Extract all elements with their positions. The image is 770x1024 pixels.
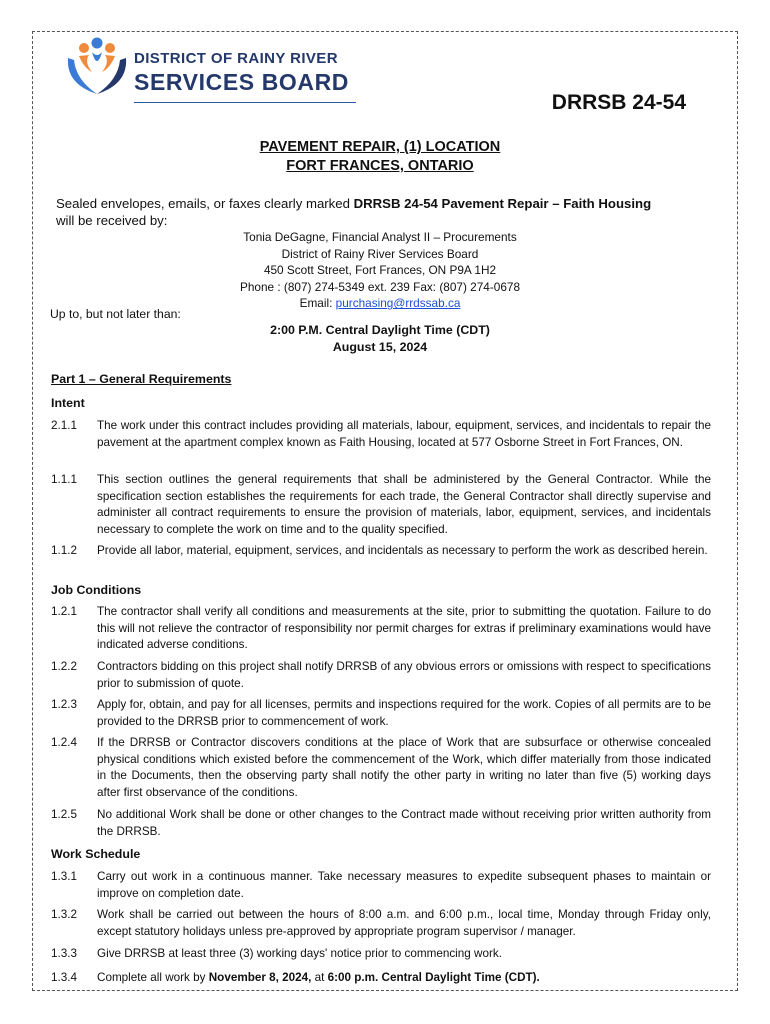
- clause-number: 1.2.4: [51, 736, 77, 749]
- clause-1-2-1: [51, 604, 711, 654]
- clause-text: This section outlines the general requirements that shall be administered by the General Contractor. While the specification section establishes the requirements for each trade, the General Contractor shall directly supervise and administer all contract requirements to ensure the provision of materials, labor, equipment, services, and incidentals necessary to complete the work on time and to the quality specified.: [97, 473, 711, 536]
- contact-organization: District of Rainy River Services Board: [281, 246, 479, 261]
- clause-text: Provide all labor, material, equipment, services, and incidentals as necessary to perform the work as described herein.: [97, 544, 708, 557]
- contact-email-row: [120, 295, 640, 312]
- part1-heading: Part 1 – General Requirements: [51, 372, 232, 386]
- contact-block: [120, 229, 640, 312]
- clause-number: 1.2.2: [51, 660, 77, 673]
- clause-number: 1.3.2: [51, 908, 77, 921]
- intro-bold-reference: DRRSB 24-54 Pavement Repair – Faith Housing: [353, 196, 652, 211]
- clause-1-2-3: [51, 697, 711, 730]
- contact-phone-fax: Phone : (807) 274-5349 ext. 239 Fax: (807) 274-0678: [239, 279, 521, 294]
- job-conditions-heading: Job Conditions: [51, 583, 142, 597]
- clause-text: If the DRRSB or Contractor discovers conditions at the place of Work that are subsurface or otherwise concealed physical conditions which existed before the commencement of the Work, which differ materially from those indicated in the Documents, then the observing party shall notify the other party in writing no later than five (5) working days after first observance of the conditions.: [97, 736, 711, 799]
- title-line-1: PAVEMENT REPAIR, (1) LOCATION: [259, 139, 501, 155]
- deadline-time: 2:00 P.M. Central Daylight Time (CDT): [270, 323, 490, 337]
- contact-address: 450 Scott Street, Fort Frances, ON P9A 1H2: [263, 263, 497, 278]
- clause-text: No additional Work shall be done or other changes to the Contract made without receiving prior written authority from the DRRSB.: [97, 808, 711, 838]
- email-link[interactable]: purchasing@rrdssab.ca: [335, 296, 461, 311]
- logo-text-line2: SERVICES BOARD: [134, 69, 350, 95]
- clause-1-2-4: [51, 735, 711, 801]
- clause-text: Work shall be carried out between the hours of 8:00 a.m. and 6:00 p.m., local time, Monday through Friday only, except statutory holidays unless pre-approved by appropriate program supervisor / manager.: [97, 908, 711, 938]
- clause-text: Carry out work in a continuous manner. Take necessary measures to expedite subsequent phases to maintain or improve on completion date.: [97, 870, 711, 900]
- clause-text: Apply for, obtain, and pay for all licenses, permits and inspections required for the work. Copies of all permits are to be provided to the DRRSB prior to commencement of work.: [97, 698, 711, 728]
- logo-text-line1: DISTRICT OF RAINY RIVER: [134, 50, 338, 67]
- clause-1-3-2: [51, 907, 711, 940]
- clause-number: 1.2.1: [51, 605, 77, 618]
- document-number: DRRSB 24-54: [551, 91, 686, 114]
- logo-divider: [134, 102, 356, 103]
- clause-number: 1.1.2: [51, 544, 77, 557]
- clause-1-3-1: [51, 869, 711, 902]
- clause-text-mid: at: [311, 971, 328, 984]
- clause-1-1-2: [51, 543, 711, 560]
- clause-number: 1.2.3: [51, 698, 77, 711]
- clause-number: 1.1.1: [51, 473, 77, 486]
- clause-1-2-5: [51, 807, 711, 840]
- clause-number: 1.3.1: [51, 870, 77, 883]
- clause-text: The contractor shall verify all conditions and measurements at the site, prior to submitting the quotation. Failure to do this will not relieve the contractor of responsibility nor permit charges for extras if preliminary examinations would have indicated adverse conditions.: [97, 605, 711, 651]
- clause-1-3-4: [51, 970, 711, 987]
- clause-1-2-2: [51, 659, 711, 692]
- deadline-label: Up to, but not later than:: [50, 307, 181, 321]
- people-hands-icon: [62, 36, 132, 104]
- deadline-block: [120, 322, 640, 355]
- organization-logo: [62, 36, 350, 104]
- clause-number: 2.1.1: [51, 419, 77, 432]
- clause-text: The work under this contract includes providing all materials, labour, equipment, services, and incidentals to repair the pavement at the apartment complex known as Faith Housing, located at 577 Osborne Street in Fort Frances, ON.: [97, 419, 711, 449]
- intro-prefix: Sealed envelopes, emails, or faxes clearly marked: [56, 196, 354, 211]
- title-line-2: FORT FRANCES, ONTARIO: [286, 158, 474, 174]
- clause-number: 1.3.4: [51, 971, 77, 984]
- clause-text-pre: Complete all work by: [97, 971, 209, 984]
- email-label: Email:: [299, 296, 336, 311]
- clause-number: 1.2.5: [51, 808, 77, 821]
- clause-2-1-1: [51, 418, 711, 451]
- intro-paragraph: [56, 195, 706, 229]
- clause-text: Give DRRSB at least three (3) working days' notice prior to commencing work.: [97, 947, 502, 960]
- clause-1-3-3: [51, 946, 711, 963]
- clause-text: Contractors bidding on this project shall notify DRRSB of any obvious errors or omissions with respect to specifications prior to submission of quote.: [97, 660, 711, 690]
- intro-suffix: will be received by:: [56, 213, 168, 228]
- work-schedule-heading: Work Schedule: [51, 847, 141, 861]
- deadline-date: August 15, 2024: [332, 339, 428, 354]
- completion-time: 6:00 p.m. Central Daylight Time (CDT).: [327, 971, 540, 984]
- contact-name: Tonia DeGagne, Financial Analyst II – Procurements: [243, 230, 517, 244]
- clause-text: [97, 970, 711, 987]
- completion-date: November 8, 2024,: [208, 971, 312, 984]
- clause-number: 1.3.3: [51, 947, 77, 960]
- intent-heading: Intent: [51, 396, 85, 410]
- clause-1-1-1: [51, 472, 711, 538]
